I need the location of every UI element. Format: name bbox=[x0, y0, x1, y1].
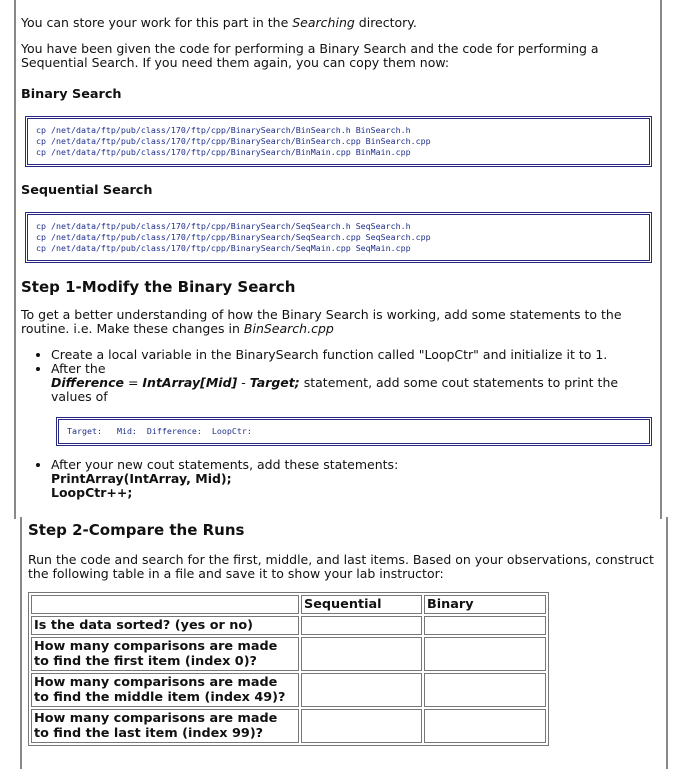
sequential-answer-cell bbox=[301, 637, 422, 671]
table-row bbox=[31, 673, 546, 707]
comparison-table bbox=[28, 592, 549, 746]
binary-answer-cell bbox=[424, 637, 546, 671]
list-item: • After the Difference = IntArray[Mid] - Target; statement, add some cout statements to print the values of bbox=[51, 362, 654, 404]
print-array-statement: PrintArray(IntArray, Mid); bbox=[51, 471, 232, 486]
sequential-answer-cell bbox=[301, 616, 422, 635]
list-item: • After your new cout statements, add these statements: PrintArray(IntArray, Mid); LoopCtr++; bbox=[51, 458, 654, 500]
sequential-column-header: Sequential bbox=[301, 595, 422, 614]
lab-instructions-panel bbox=[14, 0, 662, 519]
sequential-search-heading: Sequential Search bbox=[21, 183, 153, 198]
binary-search-heading: Binary Search bbox=[21, 87, 122, 102]
step2-intro-text: Run the code and search for the first, middle, and last items. Based on your observations, construct the following table in a file and save it to show your lab instructor: bbox=[28, 552, 654, 581]
question-cell: How many comparisons are made to find the middle item (index 49)? bbox=[31, 673, 299, 707]
cout-values-code-block: Target: Mid: Difference: LoopCtr: bbox=[56, 417, 652, 446]
binary-search-code-block: cp /net/data/ftp/pub/class/170/ftp/cpp/BinarySearch/BinSearch.h BinSearch.h cp /net/data/ftp/pub/class/170/ftp/cpp/BinarySearch/BinSearch.cpp BinSearch.cpp cp /net/data/ftp/pub/class/170/ftp/cpp/BinarySearch/BinMain.cpp BinMain.cpp bbox=[25, 116, 652, 167]
table-row bbox=[31, 637, 546, 671]
given-code-text: You have been given the code for performing a Binary Search and the code for performing a Sequential Search. If you need them again, you can copy them now: bbox=[21, 41, 599, 70]
step2-heading: Step 2-Compare the Runs bbox=[28, 521, 245, 539]
step1-heading: Step 1-Modify the Binary Search bbox=[21, 278, 296, 296]
step1-intro-text: To get a better understanding of how the Binary Search is working, add some statements to the routine. i.e. Make these changes in BinSearch.cpp bbox=[21, 307, 622, 336]
question-cell: How many comparisons are made to find the first item (index 0)? bbox=[31, 637, 299, 671]
binary-answer-cell bbox=[424, 709, 546, 743]
sequential-search-code-block: cp /net/data/ftp/pub/class/170/ftp/cpp/BinarySearch/SeqSearch.h SeqSearch.h cp /net/data/ftp/pub/class/170/ftp/cpp/BinarySearch/SeqSearch.cpp SeqSearch.cpp cp /net/data/ftp/pub/class/170/ftp/cpp/BinarySearch/SeqMain.cpp SeqMain.cpp bbox=[25, 212, 652, 263]
loopctr-increment-statement: LoopCtr++; bbox=[51, 485, 133, 500]
table-row bbox=[31, 616, 546, 635]
binary-column-header: Binary bbox=[424, 595, 546, 614]
step2-panel bbox=[20, 517, 668, 769]
question-cell: Is the data sorted? (yes or no) bbox=[31, 616, 299, 635]
table-header-row bbox=[31, 595, 546, 614]
store-location-text: You can store your work for this part in the Searching directory. bbox=[21, 15, 417, 30]
binary-answer-cell bbox=[424, 616, 546, 635]
step1-instructions-list-cont bbox=[21, 458, 654, 500]
table-row bbox=[31, 709, 546, 743]
list-item: • Create a local variable in the BinarySearch function called "LoopCtr" and initialize it to 1. bbox=[51, 348, 654, 362]
question-cell: How many comparisons are made to find the last item (index 99)? bbox=[31, 709, 299, 743]
sequential-answer-cell bbox=[301, 709, 422, 743]
sequential-answer-cell bbox=[301, 673, 422, 707]
binary-answer-cell bbox=[424, 673, 546, 707]
step1-instructions-list bbox=[21, 348, 654, 404]
